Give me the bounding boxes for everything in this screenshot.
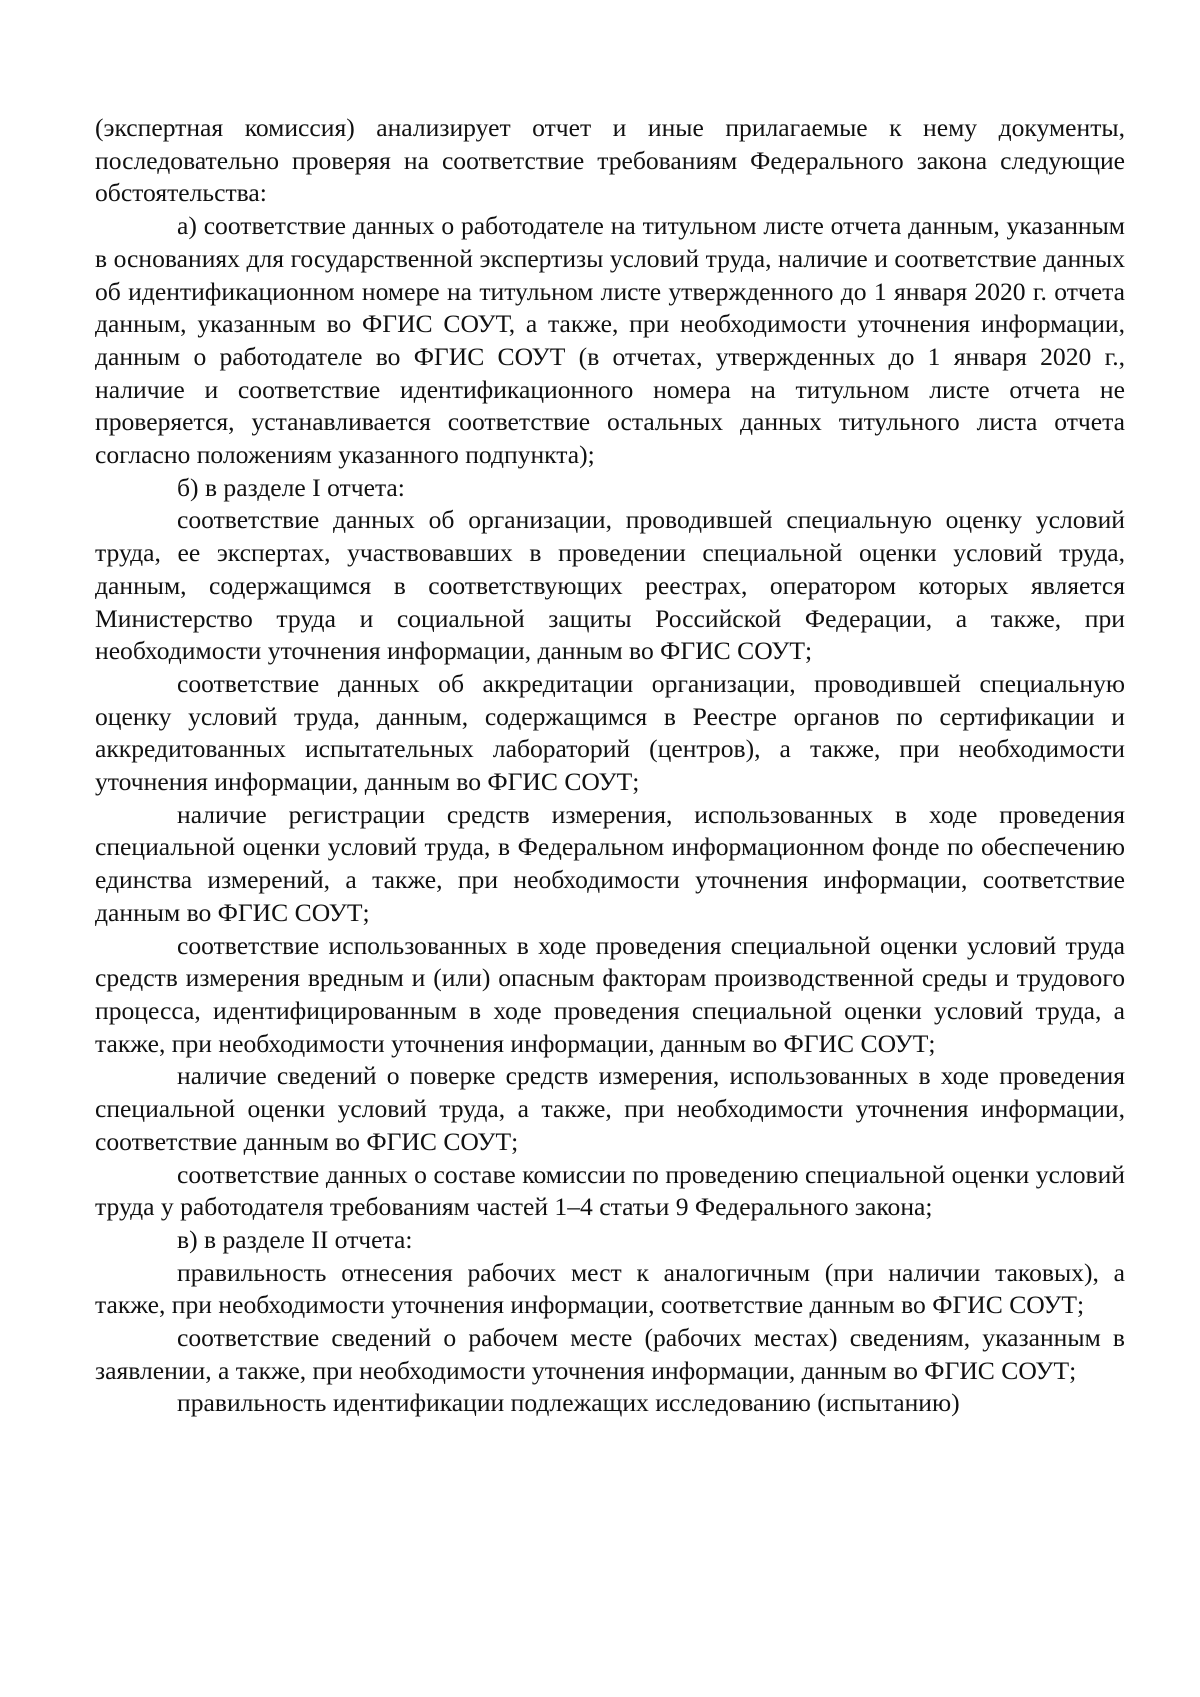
paragraph-b-organization-data: соответствие данных об организации, проводившей специальную оценку условий труда, ее экспертах, участвовавших в проведении специальной оценки условий труда, данным, содержащимся в соответствующих реестрах, оператором которых является Министерство труда и социальной защиты Российской Федерации, а также, при необходимости уточнения информации, данным во ФГИС СОУТ; <box>95 505 1125 666</box>
paragraph-b-commission: соответствие данных о составе комиссии по проведению специальной оценки условий труда у работодателя требованиям частей 1–4 статьи 9 Федерального закона; <box>95 1159 1125 1222</box>
paragraph-c-workplace-info: соответствие сведений о рабочем месте (рабочих местах) сведениям, указанным в заявлении, а также, при необходимости уточнения информации, данным во ФГИС СОУТ; <box>95 1323 1125 1385</box>
paragraph-b-verification: наличие сведений о поверке средств измерения, использованных в ходе проведения специальной оценки условий труда, а также, при необходимости уточнения информации, соответствие данным во ФГИС СОУТ; <box>95 1061 1125 1156</box>
paragraph-intro: (экспертная комиссия) анализирует отчет и иные прилагаемые к нему документы, последовательно проверяя на соответствие требованиям Федерального закона следующие обстоятельства: <box>95 113 1125 208</box>
document-page <box>95 112 1125 1420</box>
paragraph-c-identification: правильность идентификации подлежащих исследованию (испытанию) <box>177 1388 960 1418</box>
paragraph-item-c-heading: в) в разделе II отчета: <box>177 1224 413 1254</box>
paragraph-item-a: а) соответствие данных о работодателе на титульном листе отчета данным, указанным в основаниях для государственной экспертизы условий труда, наличие и соответствие данных об идентификационном номере на титульном листе утвержденного до 1 января 2020 г. отчета данным, указанным во ФГИС СОУТ, а также, при необходимости уточнения информации, данным о работодателе во ФГИС СОУТ (в отчетах, утвержденных до 1 января 2020 г., наличие и соответствие идентификационного номера на титульном листе отчета не проверяется, устанавливается соответствие остальных данных титульного листа отчета согласно положениям указанного подпункта); <box>95 211 1125 470</box>
paragraph-b-accreditation: соответствие данных об аккредитации организации, проводившей специальную оценку условий труда, данным, содержащимся в Реестре органов по сертификации и аккредитованных испытательных лабораторий (центров), а также, при необходимости уточнения информации, данным во ФГИС СОУТ; <box>95 668 1125 797</box>
paragraph-b-measurement-factors: соответствие использованных в ходе проведения специальной оценки условий труда средств измерения вредным и (или) опасным факторам производственной среды и трудового процесса, идентифицированным в ходе проведения специальной оценки условий труда, а также, при необходимости уточнения информации, данным во ФГИС СОУТ; <box>95 930 1125 1058</box>
paragraph-item-b-heading: б) в разделе I отчета: <box>177 472 405 502</box>
paragraph-c-analogous-workplaces: правильность отнесения рабочих мест к аналогичным (при наличии таковых), а также, при необходимости уточнения информации, соответствие данным во ФГИС СОУТ; <box>95 1257 1125 1320</box>
paragraph-b-measurement-registration: наличие регистрации средств измерения, использованных в ходе проведения специальной оценки условий труда, в Федеральном информационном фонде по обеспечению единства измерений, а также, при необходимости уточнения информации, соответствие данным во ФГИС СОУТ; <box>95 799 1125 927</box>
